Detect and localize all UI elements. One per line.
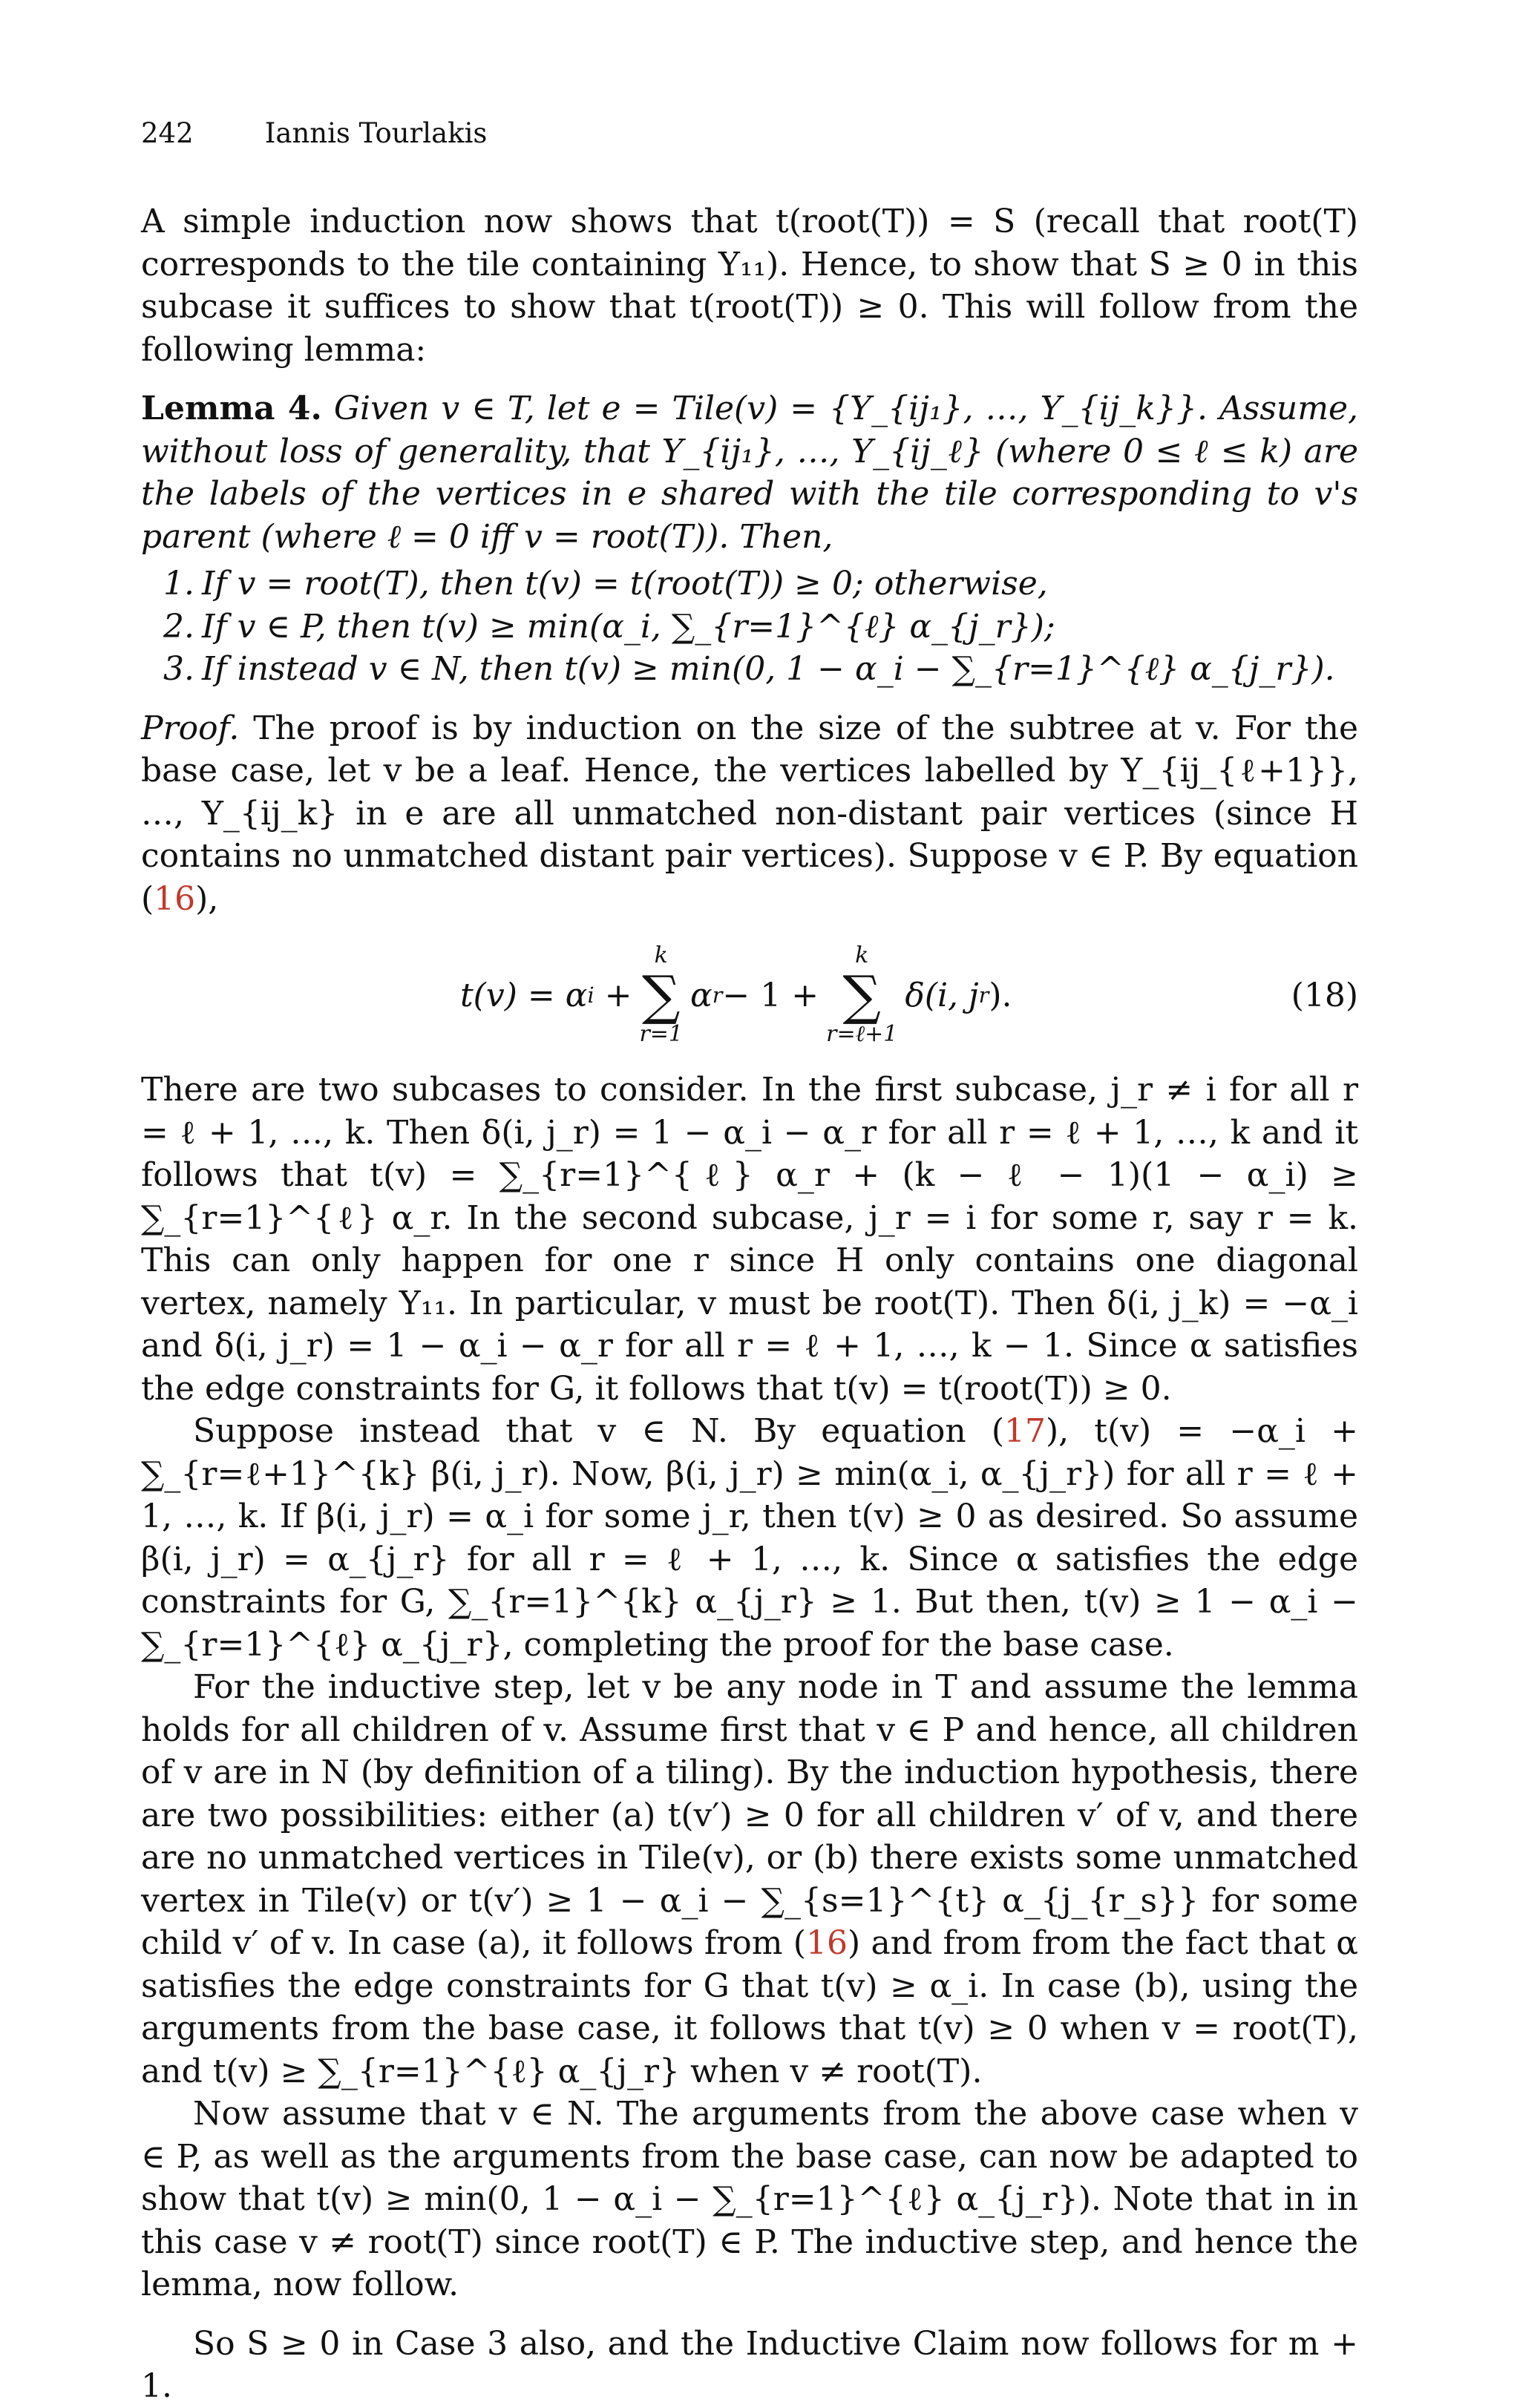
proof-paragraph-2: There are two subcases to consider. In the first subcase, j_r ≠ i for all r = ℓ + 1, …, k. Then δ(i, j_r) = 1 − α_i − α_r for all r = ℓ + 1, …, k and it follows that t(v) = ∑_{r=1}^{ℓ} α_r + (k − ℓ − 1)(1 − α_i) ≥ ∑_{r=1}^{ℓ} α_r. In the second subcase, j_r = i for some r, say r = k. This can only happen for one r since H only contains one diagonal vertex, namely Y₁₁. In particular, v must be root(T). Then δ(i, j_k) = −α_i and δ(i, j_r) = 1 − α_i − α_r for all r = ℓ + 1, …, k − 1. Since α satisfies the edge constraints for G, it follows that t(v) = t(root(T)) ≥ 0. (141, 1071, 1358, 1408)
sum-lower-limit: r=ℓ+1 (826, 1021, 898, 1047)
display-equation (141, 929, 1358, 1061)
lemma-item-text: If instead v ∈ N, then t(v) ≥ min(0, 1 − α_i − ∑_{r=1}^{ℓ} α_{j_r}). (202, 650, 1335, 688)
equation-body: t(v) = α i + k ∑ r=1 α r − 1 + k ∑ r=ℓ+1 δ(i, j r ). (460, 942, 1012, 1047)
lemma-item-number: 1. (163, 565, 194, 603)
lemma-item (141, 562, 1358, 606)
summation-operator: k ∑ r=1 (639, 942, 684, 1047)
lemma-items (141, 562, 1358, 691)
lemma-statement (141, 387, 1358, 558)
proof-paragraph-5: Now assume that v ∈ N. The arguments from the above case when v ∈ P, as well as the arguments from the base case, can now be adapted to show that t(v) ≥ min(0, 1 − α_i − ∑_{r=1}^{ℓ} α_{j_r}). Note that in in this case v ≠ root(T) since root(T) ∈ P. The inductive step, and hence the lemma, now follow. (141, 2095, 1358, 2303)
intro-paragraph: A simple induction now shows that t(root(T)) = S (recall that root(T) corresponds to the tile containing Y₁₁). Hence, to show that S ≥ 0 in this subcase it suffices to show that t(root(T)) ≥ 0. This will follow from the following lemma: (141, 203, 1358, 369)
equation-reference-link[interactable]: 16 (154, 879, 196, 918)
page (141, 111, 1358, 2408)
sum-lower-limit: r=1 (639, 1021, 684, 1047)
lemma-item-text: If v ∈ P, then t(v) ≥ min(α_i, ∑_{r=1}^{ℓ} α_{j_r}); (202, 607, 1055, 646)
equation-reference-link[interactable]: 16 (805, 1924, 848, 1962)
proof-paragraph-3 (141, 1410, 1358, 1666)
lemma-label: Lemma 4. (141, 390, 322, 427)
proof-text-tail: ), t(v) = −α_i + ∑_{r=ℓ+1}^{k} β(i, j_r). Now, β(i, j_r) ≥ min(α_i, α_{j_r}) for all r = ℓ + 1, …, k. If β(i, j_r) = α_i for some j_r, then t(v) ≥ 0 as desired. So assume β(i, j_r) = α_{j_r} for all r = ℓ + 1, …, k. Since α satisfies the edge constraints for G, ∑_{r=1}^{k} α_{j_r} ≥ 1. But then, t(v) ≥ 1 − α_i − ∑_{r=1}^{ℓ} α_{j_r}, completing the proof for the base case. (141, 1412, 1359, 1664)
lemma-item-number: 2. (163, 607, 194, 646)
equation-lhs: t(v) = α (460, 976, 588, 1014)
sum-upper-limit: k (654, 942, 668, 968)
equation-number: (18) (1291, 976, 1358, 1014)
lemma-item-number: 3. (163, 650, 194, 688)
equation-term: − 1 + (722, 976, 819, 1014)
sum-upper-limit: k (855, 942, 869, 968)
proof-text-tail: ) and from from the fact that α satisfies the edge constraints for G that t(v) ≥ α_i. In case (b), using the arguments from the base case, it follows that t(v) ≥ 0 when v = root(T), and t(v) ≥ ∑_{r=1}^{ℓ} α_{j_r} when v ≠ root(T). (141, 1924, 1358, 2090)
equation-rhs: δ(i, j (905, 976, 979, 1014)
proof-text: The proof is by induction on the size of the subtree at v. For the base case, let v be a leaf. Hence, the vertices labelled by Y_{ij_{ℓ+1}}, …, Y_{ij_k} in e are all unmatched non-distant pair vertices (since H contains no unmatched distant pair vertices). Suppose v ∈ P. By equation ( (141, 709, 1358, 918)
summation-operator: k ∑ r=ℓ+1 (826, 942, 898, 1047)
lemma-item-text: If v = root(T), then t(v) = t(root(T)) ≥ 0; otherwise, (202, 565, 1048, 603)
author-name: Iannis Tourlakis (264, 117, 488, 149)
lemma-text: Given v ∈ T, let e = Tile(v) = {Y_{ij₁}, …, Y_{ij_k}}. Assume, without loss of generality, that Y_{ij₁}, …, Y_{ij_ℓ} (where 0 ≤ ℓ ≤ k) are the labels of the vertices in e shared with the tile corresponding to v's parent (where ℓ = 0 iff v = root(T)). Then, (141, 390, 1358, 556)
proof-text: For the inductive step, let v be any node in T and assume the lemma holds for all children of v. Assume first that v ∈ P and hence, all children of v are in N (by definition of a tiling). By the induction hypothesis, there are two possibilities: either (a) t(v′) ≥ 0 for all children v′ of v, and there are no unmatched vertices in Tile(v), or (b) there exists some unmatched vertex in Tile(v) or t(v′) ≥ 1 − α_i − ∑_{s=1}^{t} α_{j_{r_s}} for some child v′ of v. In case (a), it follows from ( (141, 1668, 1358, 1962)
proof-paragraph-4 (141, 1666, 1358, 2093)
running-head (141, 111, 1358, 156)
page-number: 242 (141, 117, 194, 149)
proof-label: Proof. (141, 709, 240, 747)
lemma-item (141, 648, 1358, 691)
equation-reference-link[interactable]: 17 (1003, 1412, 1046, 1450)
proof-text: Suppose instead that v ∈ N. By equation ( (193, 1412, 1004, 1450)
equation-term: α (690, 976, 712, 1014)
proof-paragraph-1 (141, 707, 1358, 921)
closing-paragraph: So S ≥ 0 in Case 3 also, and the Inductive Claim now follows for m + 1. (141, 2324, 1358, 2405)
proof-text-tail: ), (195, 879, 219, 918)
lemma-item (141, 606, 1358, 649)
